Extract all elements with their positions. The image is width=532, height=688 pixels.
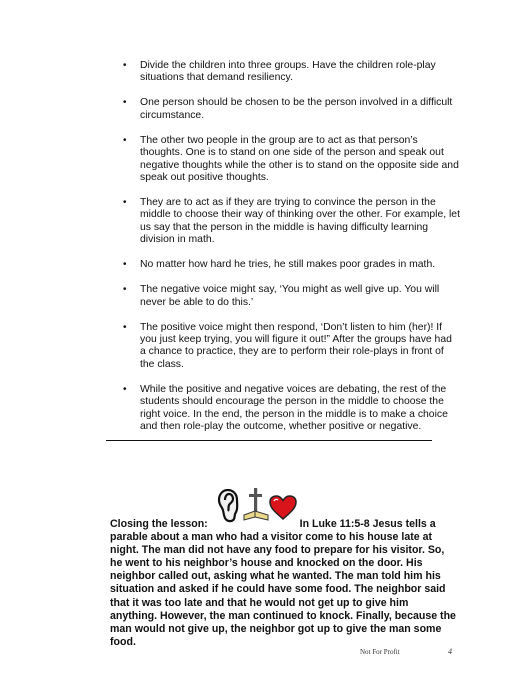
bullet-dot: • bbox=[123, 284, 127, 296]
section-divider bbox=[106, 440, 432, 441]
bullet-text: Divide the children into three groups. Have the children role-play situations that demand resiliency. bbox=[140, 60, 436, 84]
bullet-dot: • bbox=[123, 259, 127, 271]
activity-bullet-list bbox=[120, 60, 460, 446]
bullet-item bbox=[120, 384, 460, 434]
ear-icon bbox=[217, 489, 243, 523]
page-number: 4 bbox=[448, 647, 452, 656]
bullet-dot: • bbox=[123, 134, 127, 146]
bullet-item bbox=[120, 60, 460, 85]
cross-bible-icon bbox=[243, 487, 269, 523]
bullet-text: While the positive and negative voices are debating, the rest of the students should encourage the person in the middle to choose the right voice. In the end, the person in the middle is to make a choice and then role-play the outcome, whether positive or negative. bbox=[140, 383, 448, 433]
bullet-text: No matter how hard he tries, he still makes poor grades in math. bbox=[140, 259, 436, 271]
heart-icon bbox=[269, 495, 297, 521]
closing-section bbox=[110, 515, 458, 649]
bullet-dot: • bbox=[123, 97, 127, 109]
bullet-item bbox=[120, 135, 460, 185]
bullet-item bbox=[120, 97, 460, 122]
bullet-text: One person should be chosen to be the person involved in a difficult circumstance. bbox=[140, 97, 453, 121]
bullet-text: The negative voice might say, ‘You might as well give up. You will never be able to do this.’ bbox=[140, 284, 440, 308]
bullet-item bbox=[120, 197, 460, 247]
footer-text: Not For Profit bbox=[360, 648, 400, 656]
bullet-text: The other two people in the group are to act as that person’s thoughts. One is to stand on one side of the person and speak out negative thoughts while the other is to stand on the opposite side and speak out positive thoughts. bbox=[140, 134, 459, 184]
closing-label: Closing the lesson: bbox=[110, 518, 208, 530]
closing-icons bbox=[211, 515, 297, 527]
bullet-dot: • bbox=[123, 197, 127, 209]
bullet-dot: • bbox=[123, 383, 127, 395]
bullet-text: They are to act as if they are trying to convince the person in the middle to choose their way of thinking over the other. For example, let us say that the person in the middle is having difficulty learning division in math. bbox=[140, 197, 460, 246]
bullet-item bbox=[120, 284, 460, 309]
bullet-dot: • bbox=[123, 60, 127, 71]
bullet-item bbox=[120, 259, 460, 271]
bullet-dot: • bbox=[123, 321, 127, 333]
closing-text: In Luke 11:5-8 Jesus tells a parable about a man who had a visitor come to his house late at night. The man did not have any food to prepare for his visitor. So, he went to his neighbor’s house and knocked on the door. His neighbor called out, asking what he wanted. The man told him his situation and asked if he could have some food. The neighbor said that it was too late and that he would not get up to give him anything. However, the man continued to knock. Finally, because the man would not give up, the neighbor got up to give the man some food. bbox=[110, 518, 456, 648]
bullet-text: The positive voice might then respond, ‘Don’t listen to him (her)! If you just keep trying, you will figure it out!” After the groups have had a chance to practice, they are to perform their role-plays in front of the class. bbox=[140, 321, 452, 370]
bullet-item bbox=[120, 322, 460, 372]
